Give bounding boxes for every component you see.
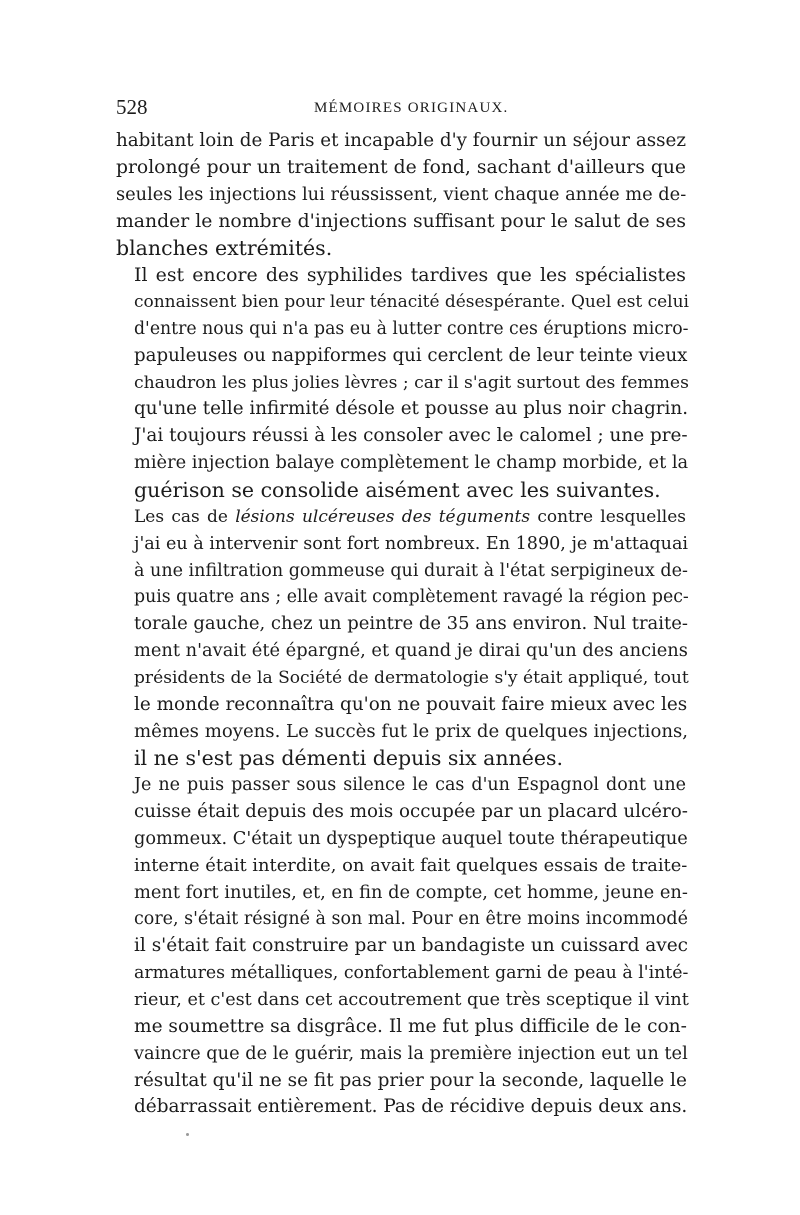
text-line: ment fort inutiles, et, en fin de compte, cet homme, jeune en- xyxy=(134,881,688,903)
text-segment: Les cas de xyxy=(134,506,236,527)
text-line: Je ne puis passer sous silence le cas d'un Espagnol dont une xyxy=(134,775,686,796)
text-line: interne était interdite, on avait fait quelques essais de traite- xyxy=(134,854,688,876)
text-line: torale gauche, chez un peintre de 35 ans environ. Nul traite- xyxy=(134,613,688,635)
running-header xyxy=(116,92,686,122)
text-line: guérison se consolide aisément avec les suivantes. xyxy=(134,477,661,502)
text-line: mière injection balaye complètement le champ morbide, et la xyxy=(134,452,689,474)
paragraph-1 xyxy=(116,128,686,262)
running-title: MÉMOIRES ORIGINAUX. xyxy=(314,100,509,116)
page-number: 528 xyxy=(116,95,148,119)
text-line: Il est encore des syphilides tardives que les spécialistes xyxy=(134,264,686,287)
text-line: connaissent bien pour leur ténacité désespérante. Quel est celui xyxy=(134,292,689,313)
text-line: rieur, et c'est dans cet accoutrement que très sceptique il vint xyxy=(134,990,689,1010)
text-line: J'ai toujours réussi à les consoler avec le calomel ; une pre- xyxy=(134,425,688,447)
text-line: puis quatre ans ; elle avait complètement ravagé la région pec- xyxy=(134,587,689,608)
italic-phrase: lésions ulcéreuses des téguments xyxy=(235,506,531,527)
body-text xyxy=(116,128,689,1121)
text-line: seules les injections lui réussissent, vient chaque année me de- xyxy=(116,183,687,205)
text-line: qu'une telle infirmité désole et pousse au plus noir chagrin. xyxy=(134,398,689,420)
text-line: gommeux. C'était un dyspeptique auquel toute thérapeutique xyxy=(134,828,688,849)
text-line: débarrassait entièrement. Pas de récidive depuis deux ans. xyxy=(134,1096,688,1118)
text-line: ment n'avait été épargné, et quand je dirai qu'un des anciens xyxy=(134,640,688,662)
text-line: papuleuses ou nappiformes qui cerclent de leur teinte vieux xyxy=(134,344,688,366)
text-line: à une infiltration gommeuse qui durait à l'état serpigineux de- xyxy=(134,560,688,581)
text-line: le monde reconnaîtra qu'on ne pouvait faire mieux avec les xyxy=(134,693,688,715)
text-line: core, s'était résigné à son mal. Pour en être moins incommodé xyxy=(134,909,688,930)
text-line xyxy=(116,504,686,531)
text-line: j'ai eu à intervenir sont fort nombreux. En 1890, je m'attaquai xyxy=(134,533,689,554)
text-line: armatures métalliques, confortablement garni de peau à l'inté- xyxy=(134,963,689,984)
text-line: habitant loin de Paris et incapable d'y fournir un séjour assez xyxy=(116,130,686,151)
paragraph-4 xyxy=(116,772,689,1121)
paragraph-2 xyxy=(116,262,689,504)
text-line: il s'était fait construire par un bandagiste un cuissard avec xyxy=(134,935,689,957)
text-line: prolongé pour un traitement de fond, sachant d'ailleurs que xyxy=(116,156,686,178)
text-line: d'entre nous qui n'a pas eu à lutter contre ces éruptions micro- xyxy=(134,318,689,339)
text-line: me soumettre sa disgrâce. Il me fut plus difficile de le con- xyxy=(134,1015,687,1037)
text-line: mander le nombre d'injections suffisant pour le salut de ses xyxy=(116,210,686,232)
text-line: résultat qu'il ne se fit pas prier pour la seconde, laquelle le xyxy=(134,1069,687,1091)
text-line: il ne s'est pas démenti depuis six années. xyxy=(134,746,564,771)
text-line: présidents de la Société de dermatologie s'y était appliqué, tout xyxy=(134,667,689,688)
text-line: cuisse était depuis des mois occupée par un placard ulcéro- xyxy=(134,801,688,823)
text-line: blanches extrémités. xyxy=(116,236,333,261)
text-line: mêmes moyens. Le succès fut le prix de quelques injections, xyxy=(134,720,689,742)
paragraph-3 xyxy=(116,504,689,772)
print-speck xyxy=(186,1133,189,1136)
text-line: vaincre que de le guérir, mais la première injection eut un tel xyxy=(134,1043,688,1064)
text-line: chaudron les plus jolies lèvres ; car il s'agit surtout des femmes xyxy=(134,372,689,393)
text-segment: contre lesquelles xyxy=(530,506,686,527)
